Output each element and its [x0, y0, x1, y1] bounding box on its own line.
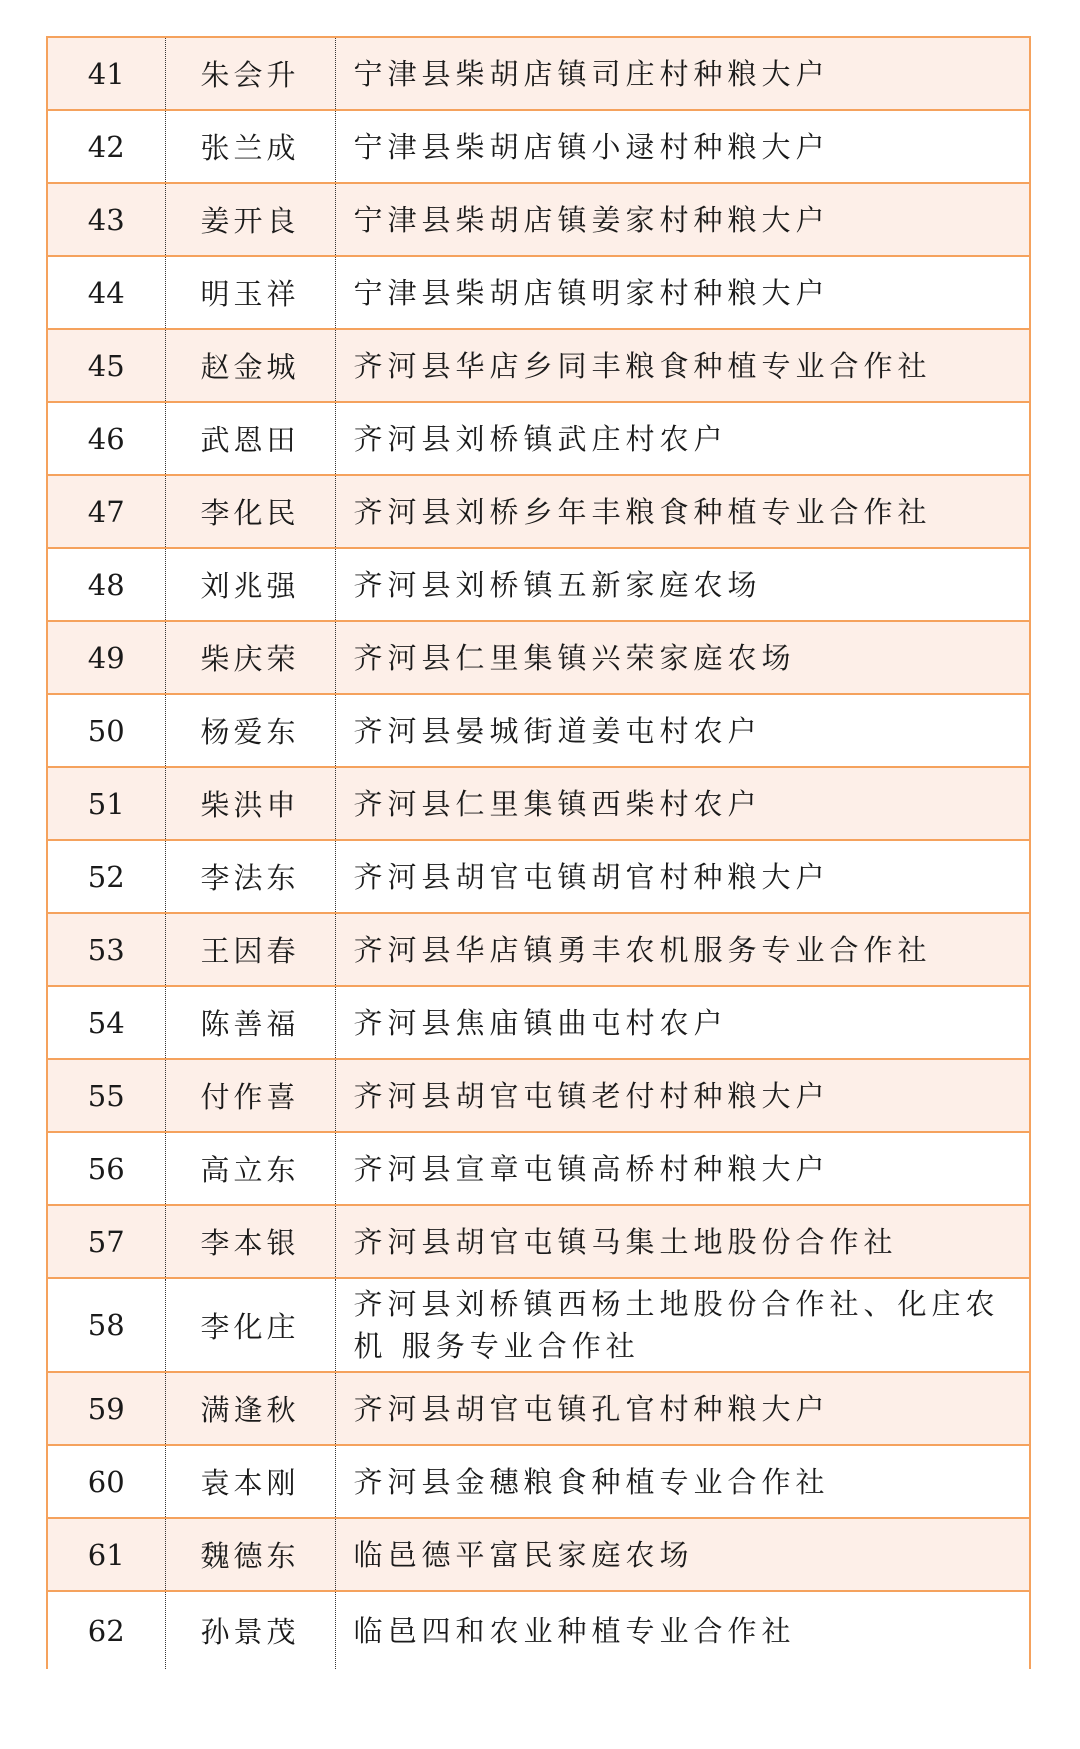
person-name: 李化庄 [165, 1278, 335, 1372]
table-row [47, 1059, 1030, 1132]
unit-description: 宁津县柴胡店镇司庄村种粮大户 [335, 37, 1030, 110]
table-row [47, 183, 1030, 256]
table-row [47, 840, 1030, 913]
table-row [47, 1132, 1030, 1205]
person-name: 孙景茂 [165, 1591, 335, 1669]
table-row [47, 548, 1030, 621]
person-name: 柴庆荣 [165, 621, 335, 694]
person-name: 满逢秋 [165, 1372, 335, 1445]
unit-description: 临邑德平富民家庭农场 [335, 1518, 1030, 1591]
row-number: 42 [47, 110, 165, 183]
table-row [47, 694, 1030, 767]
row-number: 58 [47, 1278, 165, 1372]
unit-description: 齐河县刘桥镇西杨土地股份合作社、化庄农机 服务专业合作社 [335, 1278, 1030, 1372]
person-name: 高立东 [165, 1132, 335, 1205]
row-number: 43 [47, 183, 165, 256]
unit-description: 齐河县晏城街道姜屯村农户 [335, 694, 1030, 767]
row-number: 50 [47, 694, 165, 767]
unit-description: 齐河县刘桥乡年丰粮食种植专业合作社 [335, 475, 1030, 548]
person-name: 姜开良 [165, 183, 335, 256]
unit-description: 宁津县柴胡店镇明家村种粮大户 [335, 256, 1030, 329]
unit-description: 宁津县柴胡店镇小逯村种粮大户 [335, 110, 1030, 183]
person-name: 柴洪申 [165, 767, 335, 840]
honor-list-table [46, 36, 1031, 1669]
table-row [47, 37, 1030, 110]
person-name: 陈善福 [165, 986, 335, 1059]
row-number: 46 [47, 402, 165, 475]
row-number: 59 [47, 1372, 165, 1445]
table-body [47, 37, 1030, 1669]
person-name: 赵金城 [165, 329, 335, 402]
row-number: 55 [47, 1059, 165, 1132]
row-number: 52 [47, 840, 165, 913]
person-name: 李化民 [165, 475, 335, 548]
table-row [47, 329, 1030, 402]
person-name: 袁本刚 [165, 1445, 335, 1518]
row-number: 60 [47, 1445, 165, 1518]
unit-description: 齐河县华店镇勇丰农机服务专业合作社 [335, 913, 1030, 986]
person-name: 杨爱东 [165, 694, 335, 767]
person-name: 魏德东 [165, 1518, 335, 1591]
table-row [47, 913, 1030, 986]
unit-description: 齐河县仁里集镇西柴村农户 [335, 767, 1030, 840]
table-row [47, 1278, 1030, 1372]
unit-description: 齐河县华店乡同丰粮食种植专业合作社 [335, 329, 1030, 402]
table-row [47, 1518, 1030, 1591]
table-row [47, 986, 1030, 1059]
unit-description: 临邑四和农业种植专业合作社 [335, 1591, 1030, 1669]
unit-description: 齐河县金穗粮食种植专业合作社 [335, 1445, 1030, 1518]
unit-description: 齐河县胡官屯镇马集土地股份合作社 [335, 1205, 1030, 1278]
honor-list-table-container [46, 36, 1029, 1669]
person-name: 刘兆强 [165, 548, 335, 621]
person-name: 李法东 [165, 840, 335, 913]
unit-description: 齐河县宣章屯镇高桥村种粮大户 [335, 1132, 1030, 1205]
table-row [47, 1372, 1030, 1445]
person-name: 朱会升 [165, 37, 335, 110]
row-number: 54 [47, 986, 165, 1059]
table-row [47, 1205, 1030, 1278]
unit-description: 宁津县柴胡店镇姜家村种粮大户 [335, 183, 1030, 256]
unit-description: 齐河县胡官屯镇孔官村种粮大户 [335, 1372, 1030, 1445]
table-row [47, 110, 1030, 183]
unit-description: 齐河县胡官屯镇老付村种粮大户 [335, 1059, 1030, 1132]
unit-description: 齐河县刘桥镇五新家庭农场 [335, 548, 1030, 621]
table-row [47, 767, 1030, 840]
person-name: 明玉祥 [165, 256, 335, 329]
unit-description: 齐河县焦庙镇曲屯村农户 [335, 986, 1030, 1059]
row-number: 49 [47, 621, 165, 694]
person-name: 张兰成 [165, 110, 335, 183]
table-row [47, 402, 1030, 475]
table-row [47, 1591, 1030, 1669]
person-name: 付作喜 [165, 1059, 335, 1132]
row-number: 53 [47, 913, 165, 986]
row-number: 41 [47, 37, 165, 110]
row-number: 56 [47, 1132, 165, 1205]
table-row [47, 1445, 1030, 1518]
table-row [47, 256, 1030, 329]
unit-description: 齐河县胡官屯镇胡官村种粮大户 [335, 840, 1030, 913]
row-number: 57 [47, 1205, 165, 1278]
row-number: 61 [47, 1518, 165, 1591]
row-number: 48 [47, 548, 165, 621]
row-number: 47 [47, 475, 165, 548]
row-number: 62 [47, 1591, 165, 1669]
row-number: 45 [47, 329, 165, 402]
table-row [47, 475, 1030, 548]
person-name: 武恩田 [165, 402, 335, 475]
table-row [47, 621, 1030, 694]
person-name: 李本银 [165, 1205, 335, 1278]
unit-description: 齐河县刘桥镇武庄村农户 [335, 402, 1030, 475]
unit-description: 齐河县仁里集镇兴荣家庭农场 [335, 621, 1030, 694]
person-name: 王因春 [165, 913, 335, 986]
row-number: 44 [47, 256, 165, 329]
row-number: 51 [47, 767, 165, 840]
